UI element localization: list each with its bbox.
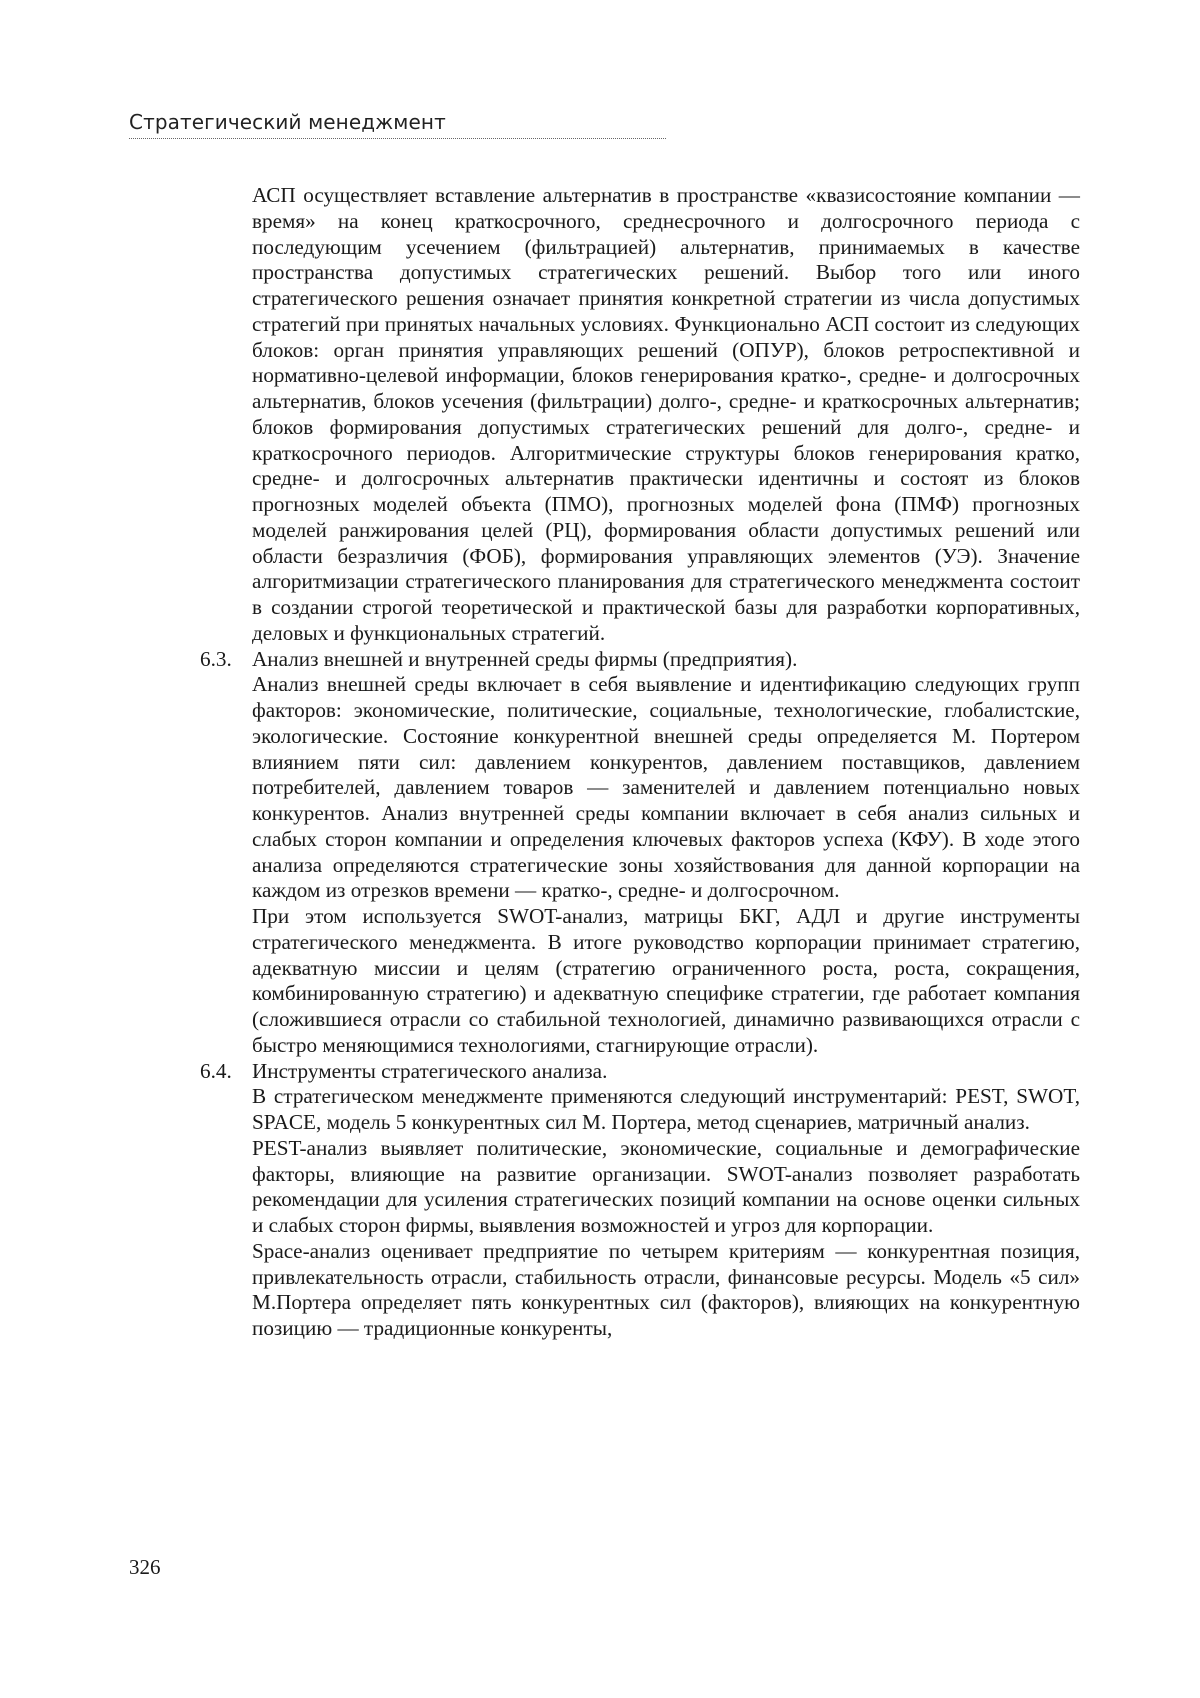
paragraph-asp: АСП осуществляет вставление альтернатив в пространстве «квазисостояние компании — время» на конец краткосрочного, среднесрочного и долгосрочного периода с последующим усечением (фильтрацией) альтернатив, принимаемых в качестве пространства допустимых стратегических решений. Выбор того или иного стратегического решения означает принятия конкретной стратегии из числа допустимых стратегий при принятых начальных условиях. Функционально АСП состоит из следующих блоков: орган принятия управляющих решений (ОПУР), блоков ретроспективной и нормативно-целевой информации, блоков генерирования кратко-, средне- и долгосрочных альтернатив, блоков усечения (фильтрации) долго-, средне- и краткосрочных альтернатив; блоков формирования допустимых стратегических решений для долго-, средне- и краткосрочного периодов. Алгоритмические структуры блоков генерирования кратко, средне- и долгосрочных альтернатив практически идентичны и состоят из блоков прогнозных моделей объекта (ПМО), прогнозных моделей фона (ПМФ) прогнозных моделей ранжирования целей (РЦ), формирования области допустимых решений или области безразличия (ФОБ), формирования управляющих элементов (УЭ). Значение алгоритмизации стратегического планирования для стратегического менеджмента состоит в создании строгой теоретической и практической базы для разработки корпоративных, деловых и функциональных стратегий. <box>252 183 1080 645</box>
section-number: 6.3. <box>200 646 232 671</box>
section-title: Инструменты стратегического анализа. <box>252 1058 608 1083</box>
paragraph-swot-usage: При этом используется SWOT-анализ, матрицы БКГ, АДЛ и другие инструменты стратегического менеджмента. В итоге руководство корпорации принимает стратегию, адекватную миссии и целям (стратегию ограниченного роста, роста, сокращения, комбинированную стратегию) и адекватную специфике стратегии, где работает компания (сложившиеся отрасли со стабильной технологией, динамично развивающихся отрасли с быстро меняющимися технологиями, стагнирующие отрасли). <box>252 904 1080 1057</box>
section-number: 6.4. <box>200 1058 232 1083</box>
body-text <box>200 183 1080 1342</box>
paragraph-pest-swot: PEST-анализ выявляет политические, экономические, социальные и демографические факторы, влияющие на развитие организации. SWOT-анализ позволяет разработать рекомендации для усиления стратегических позиций компании на основе оценки сильных и слабых сторон фирмы, выявления возможностей и угроз для корпорации. <box>252 1135 1080 1237</box>
paragraph-tools: В стратегическом менеджменте применяются следующий инструментарий: PEST, SWOT, SPACE, модель 5 конкурентных сил М. Портера, метод сценариев, матричный анализ. <box>252 1084 1080 1134</box>
paragraph-space: Space-анализ оценивает предприятие по четырем критериям — конкурентная позиция, привлекательность отрасли, стабильность отрасли, финансовые ресурсы. Модель «5 сил» М.Портера определяет пять конкурентных сил (факторов), влияющих на конкурентную позицию — традиционные конкуренты, <box>252 1238 1080 1340</box>
page-number: 326 <box>129 1555 161 1579</box>
section-title: Анализ внешней и внутренней среды фирмы (предприятия). <box>252 646 798 671</box>
section-6-4-heading <box>200 1058 1080 1085</box>
paragraph-external-analysis: Анализ внешней среды включает в себя выявление и идентификацию следующих групп факторов: экономические, политические, социальные, технологические, глобалистские, экологические. Состояние конкурентной внешней среды определяется М. Портером влиянием пяти сил: давлением конкурентов, давлением поставщиков, давлением потребителей, давлением товаров — заменителей и давлением потенциально новых конкурентов. Анализ внутренней среды компании включает в себя анализ сильных и слабых сторон компании и определения ключевых факторов успеха (КФУ). В ходе этого анализа определяются стратегические зоны хозяйствования для данной корпорации на каждом из отрезков времени — кратко-, средне- и долгосрочном. <box>252 672 1080 903</box>
section-6-3-heading <box>200 646 1080 673</box>
running-header: Стратегический менеджмент <box>129 110 666 139</box>
